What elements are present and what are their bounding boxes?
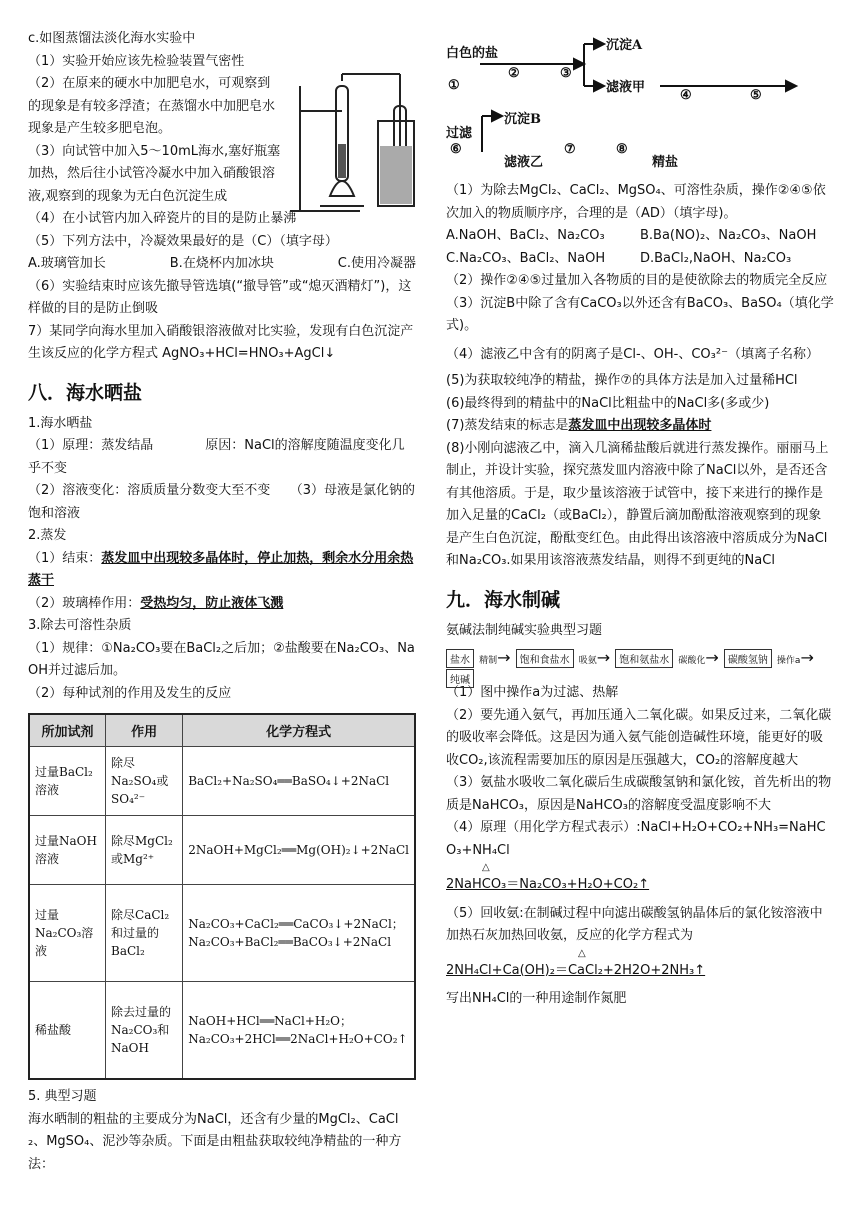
flow-step: ③	[560, 66, 572, 81]
flow-step: ⑦	[564, 142, 576, 157]
table-row	[29, 885, 415, 982]
flow-box: 碳酸氢钠	[724, 649, 772, 668]
sec8-s1-1: （1）原理：蒸发结晶 原因：NaCl的溶解度随温度变化几乎不变	[28, 438, 405, 476]
flow-box: 饱和食盐水	[516, 649, 574, 668]
label: (7)蒸发结束的标志是	[446, 418, 569, 433]
table-cell: 过量Na₂CO₃溶液	[29, 885, 106, 982]
distill-title: c.如图蒸馏法淡化海水实验中	[28, 31, 196, 46]
table-cell: 过量BaCl₂溶液	[29, 747, 106, 816]
sec8-s1: 1.海水晒盐	[28, 415, 93, 431]
table-cell: 除尽MgCl₂或Mg²⁺	[106, 816, 183, 885]
table-header: 所加试剂	[29, 714, 106, 747]
option-a: A.玻璃管加长	[28, 256, 106, 271]
sec8-s1-2: （2）溶液变化：溶质质量分数变大至不变 （3）母液是氯化钠的饱和溶液	[28, 483, 416, 521]
option-b: B.在烧杯内加冰块	[169, 256, 274, 271]
answer: 蒸发皿中出现较多晶体时	[568, 418, 712, 433]
table-cell: 除尽Na₂SO₄或SO₄²⁻	[106, 747, 183, 816]
sec9-q5: （5）回收氨:在制碱过程中向滤出碳酸氢钠晶体后的氯化铵溶液中加热石灰加热回收氨，反应的化学方程式为	[446, 905, 823, 943]
soda-flowchart: 盐水 精制→ 饱和食盐水 吸氨→ 饱和氨盐水 碳酸化→ 碳酸氢钠 操作a→ 纯碱	[446, 648, 834, 674]
table-cell: BaCl₂+Na₂SO₄══BaSO₄↓+2NaCl	[183, 747, 415, 816]
distillation-apparatus-image	[290, 66, 416, 216]
answer: 蒸发皿中出现较多晶体时，停止加热，剩余水分用余热蒸干	[28, 550, 414, 588]
label: （2）玻璃棒作用：	[28, 595, 141, 611]
flow-precipitate-a: 沉淀A	[606, 38, 643, 53]
purification-flowchart	[446, 24, 834, 170]
right-column	[446, 24, 834, 1011]
flow-box: 纯碱	[446, 669, 474, 688]
delta-sign: △	[482, 862, 490, 873]
table-cell: 除尽CaCl₂和过量的BaCl₂	[106, 885, 183, 982]
sec8-s3: 3.除去可溶性杂质	[28, 618, 132, 633]
sec9-intro: 氨碱法制纯碱实验典型习题	[446, 622, 603, 638]
flow-step: ⑤	[750, 88, 762, 103]
answer: 受热均匀，防止液体飞溅	[140, 595, 284, 611]
table-row	[29, 982, 415, 1080]
q4: （4）滤液乙中含有的阴离子是Cl-、OH-、CO₃²⁻（填离子名称）	[446, 346, 819, 362]
distill-q4: （4）在小试管内加入碎瓷片的目的是防止暴沸	[28, 211, 297, 226]
table-cell: 除去过量的Na₂CO₃和NaOH	[106, 982, 183, 1080]
q3: （3）沉淀B中除了含有CaCO₃以外还含有BaCO₃、BaSO₄（填化学式)。	[446, 295, 834, 333]
flow-box: 盐水	[446, 649, 474, 668]
table-cell: NaOH+HCl══NaCl+H₂O；Na₂CO₃+2HCl══2NaCl+H₂O+CO₂↑	[183, 982, 415, 1080]
option-b: B.Ba(NO)₂、Na₂CO₃、NaOH	[640, 228, 817, 243]
reagent-table	[28, 713, 416, 1080]
sec9-q4: （4）原理（用化学方程式表示）:NaCl+H₂O+CO₂+NH₃=NaHCO₃+NH₄Cl	[446, 820, 826, 858]
sec9-eq3: 2NH₄Cl+Ca(OH)₂＝CaCl₂+2H2O+2NH₃↑	[446, 962, 706, 978]
table-cell: Na₂CO₃+CaCl₂══CaCO₃↓+2NaCl；Na₂CO₃+BaCl₂══BaCO₃↓+2NaCl	[183, 885, 415, 982]
sec9-q2: （2）要先通入氨气，再加压通入二氧化碳。如果反过来，二氧化碳的吸收率会降低。这是因为通入氨气能创造碱性环境，能更好的吸收CO₂,该流程需要加压的原因是压强越大，CO₂的溶解度越大	[446, 707, 832, 768]
q1: （1）为除去MgCl₂、CaCl₂、MgSO₄、可溶性杂质，操作②④⑤依次加入的物质顺序序，合理的是（AD）（填字母)。	[446, 183, 826, 221]
table-cell: 过量NaOH溶液	[29, 816, 106, 885]
flow-precipitate-b: 沉淀B	[504, 112, 541, 127]
sec8-s2-1	[28, 548, 416, 593]
table-row	[29, 816, 415, 885]
q2: （2）操作②④⑤过量加入各物质的目的是使欲除去的物质完全反应	[446, 273, 828, 288]
distill-q3: （3）向试管中加入5～10mL海水,塞好瓶塞加热，然后往小试管冷凝水中加入硝酸银溶液,观察到的现象为无白色沉淀生成	[28, 143, 281, 204]
label: （1）结束：	[28, 550, 102, 566]
flow-arrow-label: 精制	[479, 656, 498, 666]
sec9-q3: （3）氨盐水吸收二氧化碳后生成碳酸氢钠和氯化铵，首先析出的物质是NaHCO₃，原因是NaHCO₃的溶解度受温度影响不大	[446, 775, 832, 813]
flow-arrow-label: 碳酸化	[678, 656, 706, 666]
distill-q1: （1）实验开始应该先检验装置气密性	[28, 53, 245, 69]
table-cell: 稀盐酸	[29, 982, 106, 1080]
q6: (6)最终得到的精盐中的NaCl比粗盐中的NaCl多(多或少)	[446, 395, 770, 411]
flow-filtrate-a: 滤液甲	[606, 80, 646, 95]
distill-q5-options	[28, 253, 416, 276]
q1-options	[446, 225, 834, 270]
option-a: A.NaOH、BaCl₂、Na₂CO₃	[446, 228, 605, 243]
section-8-title: 八．海水晒盐	[28, 381, 143, 404]
sec9-q6: 写出NH₄Cl的一种用途制作氮肥	[446, 991, 627, 1006]
q5: (5)为获取较纯净的精盐，操作⑦的具体方法是加入过量稀HCl	[446, 373, 798, 388]
option-d: D.BaCl₂,NaOH、Na₂CO₃	[640, 250, 792, 266]
distill-q6: （6）实验结束时应该先撤导管选填(“撤导管”或“熄灭酒精灯”)，这样做的目的是防止倒吸	[28, 278, 412, 316]
sec9-q1: （1）图中操作a为过滤、热解	[446, 685, 619, 700]
table-header: 作用	[106, 714, 183, 747]
flow-step: ⑧	[616, 142, 628, 157]
table-row	[29, 747, 415, 816]
flow-box: 饱和氨盐水	[615, 649, 673, 668]
q7	[446, 415, 834, 438]
sec8-s2: 2.蒸发	[28, 528, 67, 543]
distill-q7: 7）某同学向海水里加入硝酸银溶液做对比实验，发现有白色沉淀产生该反应的化学方程式 AgNO₃+HCl=HNO₃+AgCl↓	[28, 323, 414, 361]
option-c: C.Na₂CO₃、BaCl₂、NaOH	[446, 250, 606, 266]
flow-arrow-label: 操作a	[776, 656, 801, 666]
flow-filter: 过滤	[446, 126, 473, 141]
flow-step: ④	[680, 88, 692, 103]
sec8-s2-2	[28, 593, 416, 616]
flow-step: ⑥	[450, 142, 462, 157]
section-9-title: 九．海水制碱	[446, 588, 561, 611]
distill-q2: （2）在原来的硬水中加肥皂水，可观察到的现象是有较多浮渣；在蒸馏水中加肥皂水现象是产生较多肥皂泡。	[28, 76, 276, 136]
flow-start: 白色的盐	[446, 46, 499, 61]
sec8-s5: 5. 典型习题	[28, 1089, 97, 1104]
delta-sign: △	[578, 947, 586, 959]
sec8-s3-2: （2）每种试剂的作用及发生的反应	[28, 685, 232, 701]
sec8-s5-text: 海水晒制的粗盐的主要成分为NaCl，还含有少量的MgCl₂、CaCl₂、MgSO₄、泥沙等杂质。下面是由粗盐获取较纯净精盐的一种方法：	[28, 1111, 402, 1172]
flow-step: ②	[508, 66, 520, 81]
flow-filtrate-b: 滤液乙	[504, 155, 544, 170]
left-column	[28, 28, 416, 1176]
flow-arrow-label: 吸氨	[578, 656, 597, 666]
sec8-s3-1: （1）规律：①Na₂CO₃要在BaCl₂之后加；②盐酸要在Na₂CO₃、NaOH并过滤后加。	[28, 640, 415, 678]
flow-refined-salt: 精盐	[652, 155, 679, 170]
table-header: 化学方程式	[183, 714, 415, 747]
distill-q5: （5）下列方法中，冷凝效果最好的是（C）（填字母）	[28, 233, 338, 249]
option-c: C.使用冷凝器	[337, 256, 416, 271]
flow-step: ①	[448, 78, 460, 93]
table-cell: 2NaOH+MgCl₂══Mg(OH)₂↓+2NaCl	[183, 816, 415, 885]
q8: (8)小刚向滤液乙中，滴入几滴稀盐酸后就进行蒸发操作。丽丽马上制止，并设计实验，探究蒸发皿内溶液中除了NaCl以外，是否还含有其他溶质。于是，取少量该溶液于试管中，接下来进行的操作是加入足量的CaCl₂（或BaCl₂），静置后滴加酚酞溶液观察到的现象是产生白色沉淀，酚酞变红色。由此得出该溶液中溶质成分为NaCl和Na₂CO₃.如果用该溶液蒸发结晶，则得不到更纯的NaCl	[446, 440, 829, 568]
sec9-eq2: 2NaHCO₃＝Na₂CO₃+H₂O+CO₂↑	[446, 877, 650, 892]
